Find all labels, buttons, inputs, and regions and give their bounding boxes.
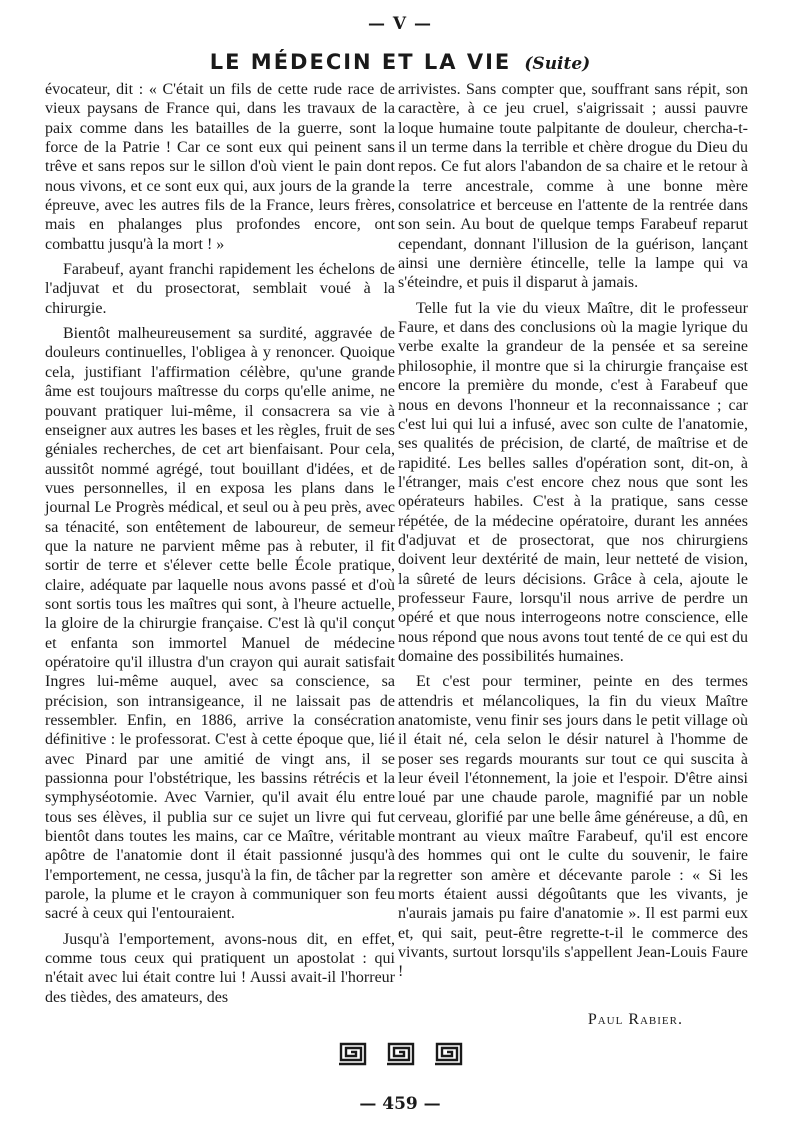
left-paragraph-1: évocateur, dit : « C'était un fils de cette rude race de vieux paysans de France qui, dans les travaux de la paix comme dans les batailles de la guerre, sont la force de la Patrie ! Car ce sont eux qui peinent sans trêve et sans repos sur le sillon d'où vient le pain dont nous vivons, et ce sont eux qui, aux jours de la grande épreuve, avec les autres fils de la France, leurs frères, mais en phalanges plus profondes encore, ont combattu jusqu'à la mort ! » [45, 81, 395, 253]
left-paragraph-4: Jusqu'à l'emportement, avons-nous dit, en effet, comme tous ceux qui pratiquent un apostolat : qui n'était avec lui était contre lui ! Aussi avait-il l'horreur des tièdes, des amateurs, des [45, 930, 395, 1006]
right-column [398, 80, 748, 1029]
title-suite: (Suite) [524, 54, 591, 74]
greek-key-spiral-icon [385, 1042, 415, 1066]
left-column [45, 80, 395, 1013]
greek-key-spiral-icon [433, 1042, 463, 1066]
page-number: — 459 — [359, 1094, 441, 1114]
ornament-row [0, 1042, 800, 1066]
right-paragraph-1: arrivistes. Sans compter que, souffrant sans répit, son caractère, à ce jeu cruel, s'aigrissait ; aussi pauvre loque humaine toute palpitante de douleur, chercha-t-il un terme dans la terrible et chère drogue du Dieu du repos. Ce fut alors l'abandon de sa chaire et le retour à la terre ancestrale, comme à une bonne mère consolatrice et berceuse en l'attente de la rentrée dans son sein. Au bout de quelque temps Farabeuf reparut cependant, donnant l'illusion de la guérison, lançant ainsi une dernière étincelle, telle la lampe qui va s'éteindre, et puis il disparut à jamais. [398, 81, 748, 292]
author-signature: Paul Rabier. [587, 1010, 683, 1028]
running-folio: — V — [367, 14, 433, 34]
left-paragraph-3: Bientôt malheureusement sa surdité, aggravée de douleurs continuelles, l'obligea à y renoncer. Quoique cela, justifiant l'affirmation célèbre, qu'une grande âme est toujours maîtresse du corps qu'elle anime, ne pouvant pratiquer lui-même, il consacrera sa vie à enseigner aux autres les bases et les règles, fruit de ses géniales recherches, de cet art bienfaisant. Pour cela, aussitôt nommé agrégé, tout bouillant d'idées, et de vues personnelles, il en exposa les plans dans le journal Le Progrès médical, et seul ou à peu près, avec sa ténacité, son entêtement de laboureur, de semeur que la nature ne parvient même pas à rebuter, il fit sortir de terre et s'élever cette belle École pratique, claire, adéquate par laquelle nous avons passé et d'où sont sortis tous les maîtres qui sont, à l'heure actuelle, la gloire de la chirurgie française. C'est là qu'il conçut et enfanta son immortel Manuel de médecine opératoire qu'il illustra d'un crayon qui aurait satisfait Ingres lui-même auquel, avec sa conscience, sa précision, son intransigeance, il ne laissait pas de ressembler. Enfin, en 1886, arrive la consécration définitive : le professorat. C'est à cette époque que, lié avec Pinard par une amitié de vingt ans, il se passionna pour l'obstétrique, les bassins rétrécis et la symphyséotomie. Avec Varnier, qu'il avait élu entre tous ses élèves, il publia sur ce sujet un livre qui fut bientôt dans toutes les mains, car ce Maître, véritable apôtre de l'anatomie dont il était passionné jusqu'à l'emportement, ne cessa, jusqu'à la fin, de tâcher par la parole, la plume et le crayon à communiquer son feu sacré à ceux qui l'entouraient. [45, 325, 395, 923]
right-paragraph-2: Telle fut la vie du vieux Maître, dit le professeur Faure, et dans des conclusions où la magie lyrique du verbe exalte la grandeur de la pensée et sa sereine philosophie, il montre que si la chirurgie française est encore la première du monde, c'est à Farabeuf que nous en devons l'honneur et la reconnaissance ; car c'est lui qui lui a infusé, avec son culte de l'anatomie, ses qualités de précision, de clarté, de maîtrise et de rapidité. Les belles salles d'opération sont, dit-on, à l'étranger, mais c'est encore chez nous que sont les opérateurs habiles. C'est à la pratique, sans cesse répétée, de la médecine opératoire, durant les années d'adjuvat et de prosectorat, que nos chirurgiens doivent leur dextérité de main, leur netteté de vision, la sûreté de leurs décisions. Grâce à cela, ajoute le professeur Faure, lorsqu'il nous arrive de perdre un opéré et que nous interrogeons notre conscience, elle nous répond que nous avons tout tenté de ce qui est du domaine des possibilités humaines. [398, 299, 748, 665]
right-paragraph-3: Et c'est pour terminer, peinte en des termes attendris et mélancoliques, la fin du vieux Maître anatomiste, venu finir ses jours dans le petit village où il était né, cela selon le désir naturel à l'homme de poser ses regards mourants sur tout ce qui suscita à leur éveil l'étonnement, la joie et l'espoir. D'être ainsi loué par une chaude parole, magnifié par un noble cerveau, glorifié par une belle âme généreuse, a dû, en montrant au vieux maître Farabeuf, qu'il est encore des hommes qui ont le culte du souvenir, le faire regretter son amère et décevante parole : « Si les morts étaient aussi dégoûtants que les vivants, je n'aurais jamais pu faire d'anatomie ». Il est parmi eux et, qui sait, peut-être regrette-t-il le commerce des vivants, surtout lorsqu'ils s'appellent Jean-Louis Faure ! [398, 673, 748, 981]
left-paragraph-2: Farabeuf, ayant franchi rapidement les échelons de l'adjuvat et du prosectorat, semblait voué à la chirurgie. [45, 261, 395, 317]
article-title [0, 50, 800, 74]
title-text: LE MÉDECIN ET LA VIE [209, 50, 512, 74]
greek-key-spiral-icon [337, 1042, 367, 1066]
